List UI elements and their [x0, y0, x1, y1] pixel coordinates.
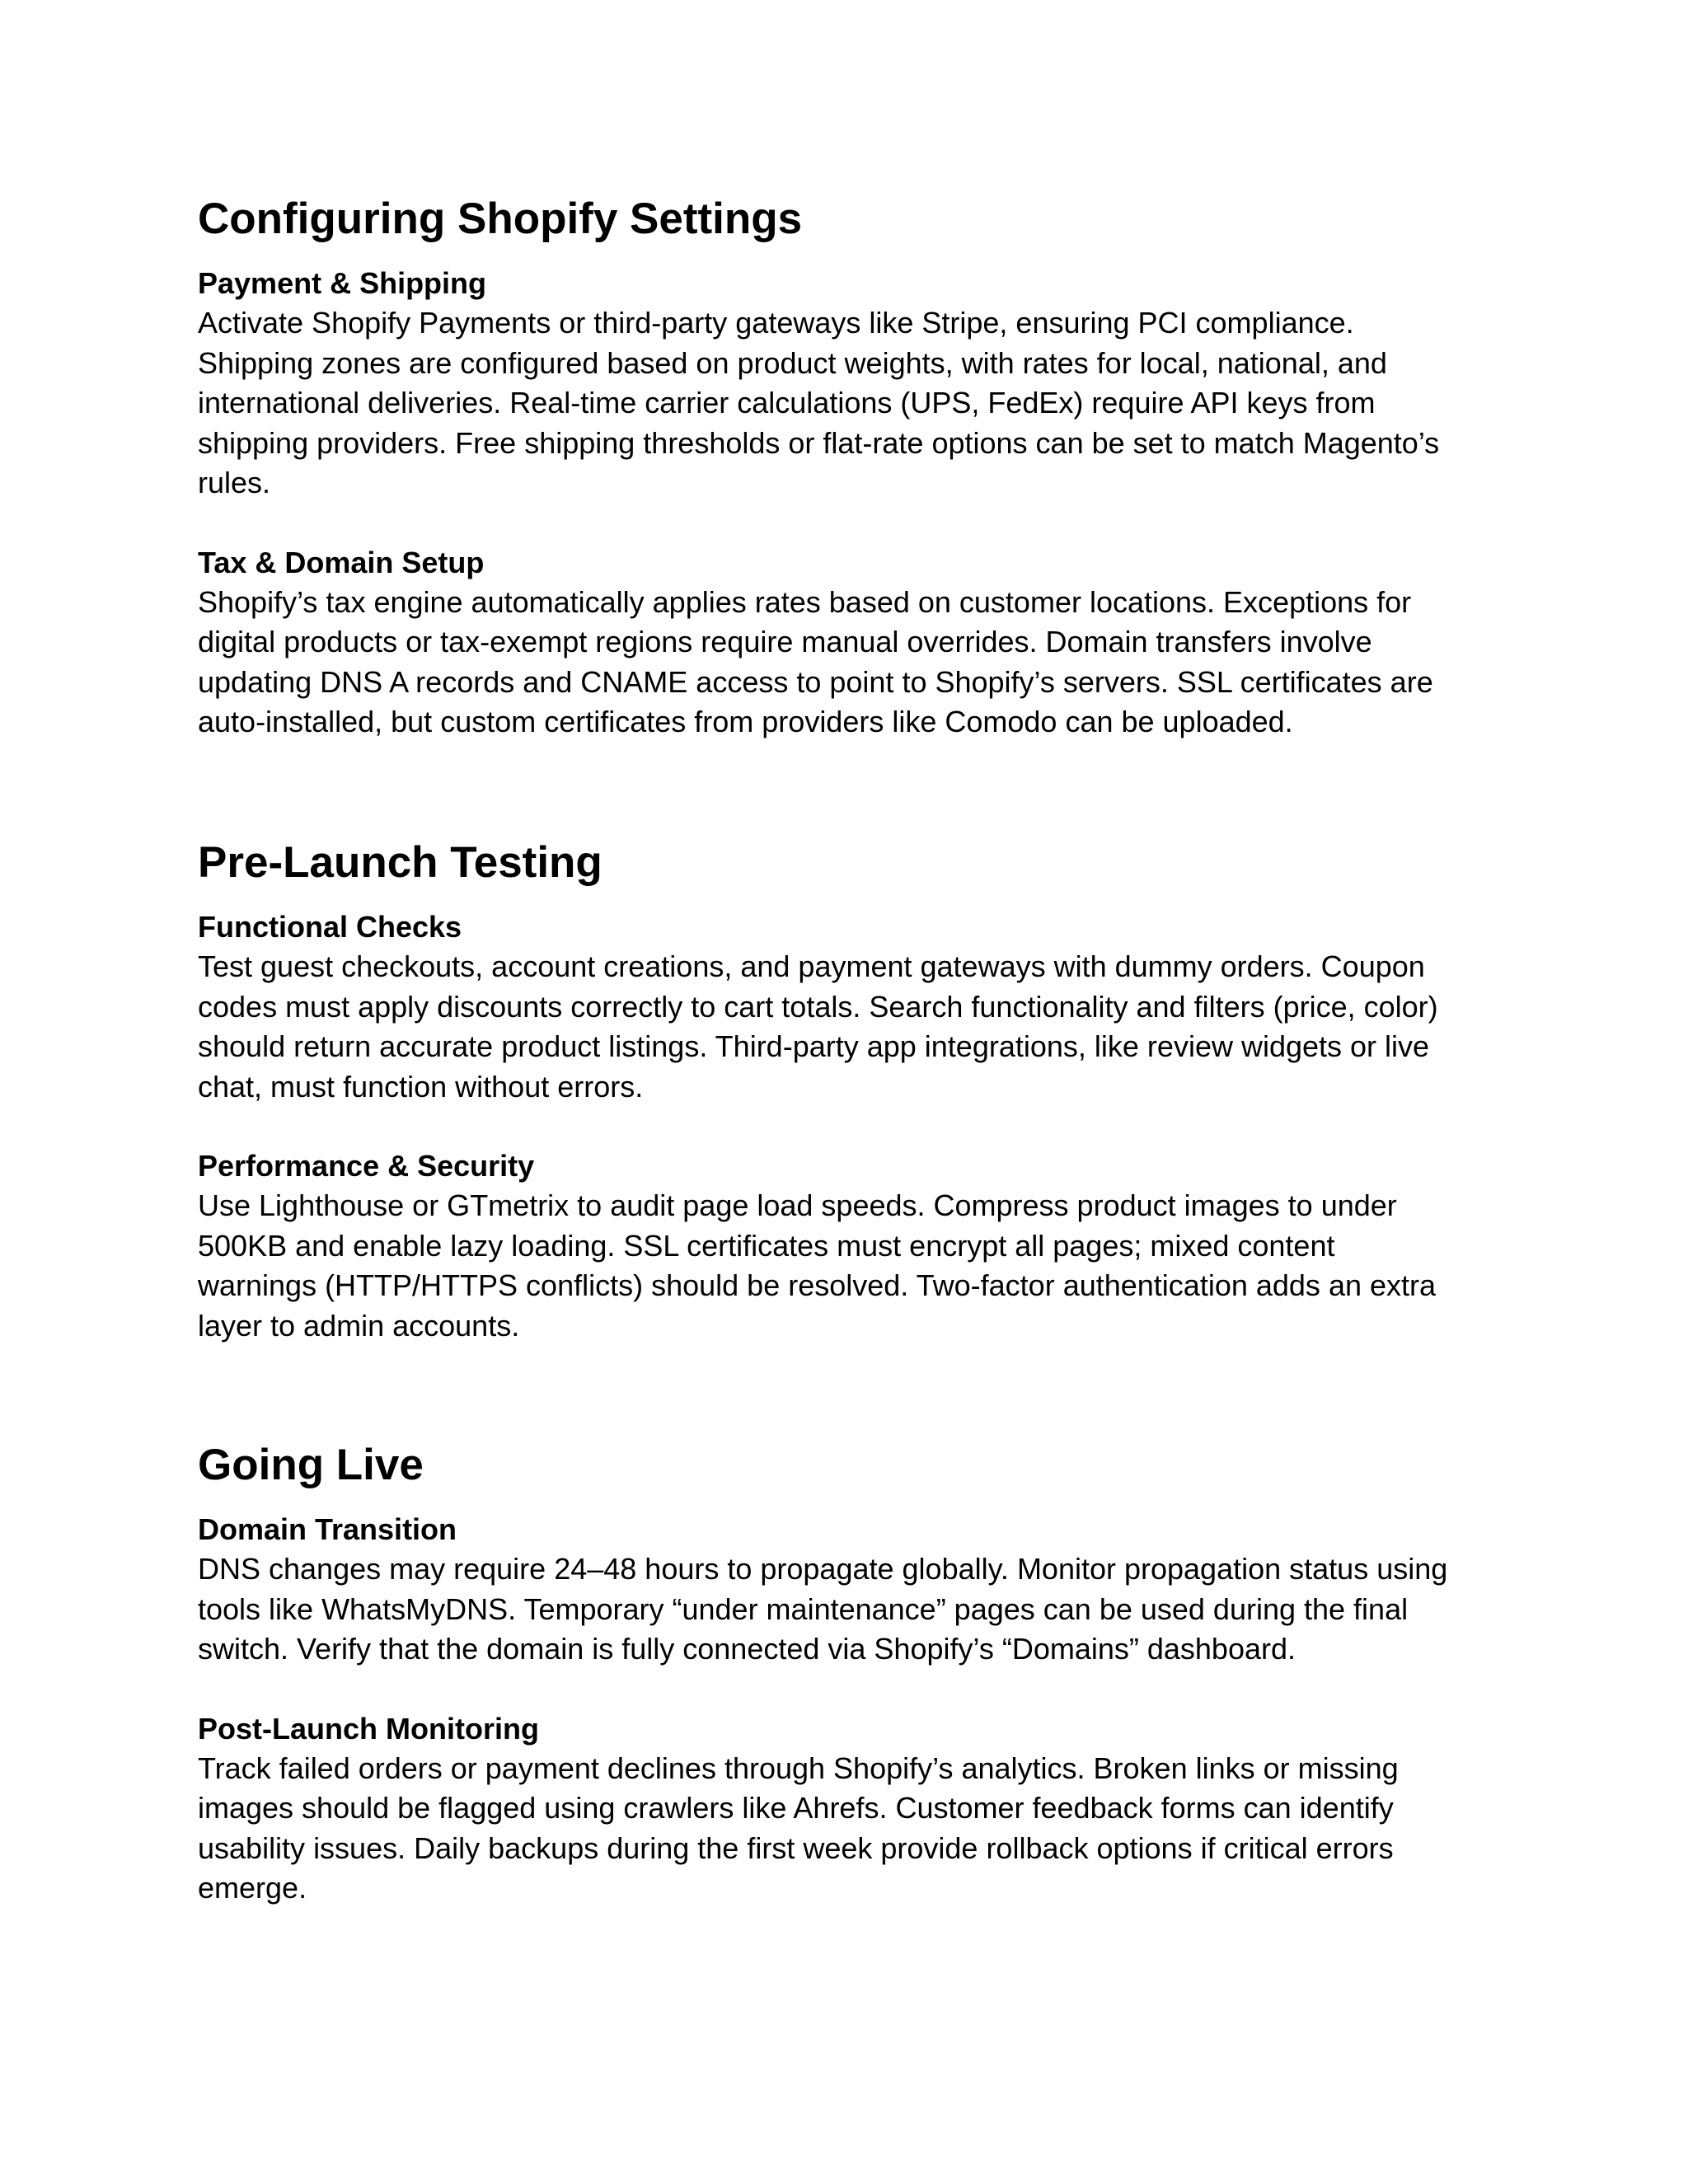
- subsection-heading: Domain Transition: [198, 1512, 457, 1546]
- text-line: Use Lighthouse or GTmetrix to audit page load speeds. Compress product images to under: [198, 1188, 1397, 1222]
- section-heading: Configuring Shopify Settings: [198, 194, 803, 243]
- section-heading: Pre-Launch Testing: [198, 838, 603, 887]
- text-line: usability issues. Daily backups during the first week provide rollback options if critical errors: [198, 1830, 1394, 1865]
- text-line: emerge.: [198, 1871, 307, 1905]
- section-heading: Going Live: [198, 1441, 424, 1489]
- subsection-post-launch-monitoring: [198, 1709, 1500, 1909]
- text-line: digital products or tax-exempt regions require manual overrides. Domain transfers involve: [198, 625, 1372, 658]
- text-line: Track failed orders or payment declines through Shopify’s analytics. Broken links or missing: [198, 1750, 1399, 1785]
- text-line: Shipping zones are configured based on product weights, with rates for local, national, and: [198, 345, 1387, 380]
- subsection-payment-shipping: [198, 264, 1500, 504]
- text-line: international deliveries. Real-time carrier calculations (UPS, FedEx) require API keys from: [198, 386, 1376, 419]
- text-line: Test guest checkouts, account creations, and payment gateways with dummy orders. Coupon: [198, 949, 1425, 983]
- text-line: Shopify’s tax engine automatically applies rates based on customer locations. Exceptions for: [198, 584, 1412, 619]
- text-line: DNS changes may require 24–48 hours to propagate globally. Monitor propagation status using: [198, 1552, 1448, 1586]
- paragraph: [198, 1549, 1500, 1670]
- subsection-heading: Performance & Security: [198, 1149, 535, 1183]
- text-line: chat, must function without errors.: [198, 1069, 644, 1104]
- paragraph: [198, 947, 1500, 1107]
- paragraph: [198, 1749, 1500, 1909]
- text-line: warnings (HTTP/HTTPS conflicts) should be resolved. Two-factor authentication adds an extra: [198, 1268, 1437, 1302]
- text-line: layer to admin accounts.: [198, 1308, 520, 1343]
- text-line: images should be flagged using crawlers like Ahrefs. Customer feedback forms can identify: [198, 1791, 1394, 1825]
- subsection-heading: Post-Launch Monitoring: [198, 1711, 539, 1746]
- subsection-heading: Tax & Domain Setup: [198, 545, 485, 579]
- subsection-heading: Functional Checks: [198, 910, 462, 944]
- text-line: codes must apply discounts correctly to cart totals. Search functionality and filters (price, color): [198, 989, 1438, 1024]
- section-configuring-shopify-settings: [198, 193, 1500, 743]
- subsection-functional-checks: [198, 907, 1500, 1107]
- section-going-live: [198, 1439, 1500, 1909]
- text-line: Activate Shopify Payments or third-party gateways like Stripe, ensuring PCI compliance.: [198, 306, 1354, 340]
- text-line: auto-installed, but custom certificates from providers like Comodo can be uploaded.: [198, 705, 1293, 738]
- text-line: should return accurate product listings. Third-party app integrations, like review widgets or live: [198, 1029, 1430, 1063]
- text-line: shipping providers. Free shipping thresholds or flat-rate options can be set to match Magento’s: [198, 425, 1440, 460]
- text-line: rules.: [198, 466, 271, 499]
- paragraph: [198, 303, 1500, 504]
- text-line: tools like WhatsMyDNS. Temporary “under maintenance” pages can be used during the final: [198, 1591, 1409, 1626]
- text-line: updating DNS A records and CNAME access to point to Shopify’s servers. SSL certificates are: [198, 664, 1433, 699]
- subsection-domain-transition: [198, 1510, 1500, 1670]
- text-line: switch. Verify that the domain is fully connected via Shopify’s “Domains” dashboard.: [198, 1632, 1296, 1666]
- subsection-tax-domain-setup: [198, 543, 1500, 743]
- text-line: 500KB and enable lazy loading. SSL certificates must encrypt all pages; mixed content: [198, 1228, 1335, 1263]
- paragraph: [198, 583, 1500, 743]
- subsection-performance-security: [198, 1146, 1500, 1346]
- subsection-heading: Payment & Shipping: [198, 266, 487, 300]
- section-pre-launch-testing: [198, 837, 1500, 1346]
- paragraph: [198, 1186, 1500, 1346]
